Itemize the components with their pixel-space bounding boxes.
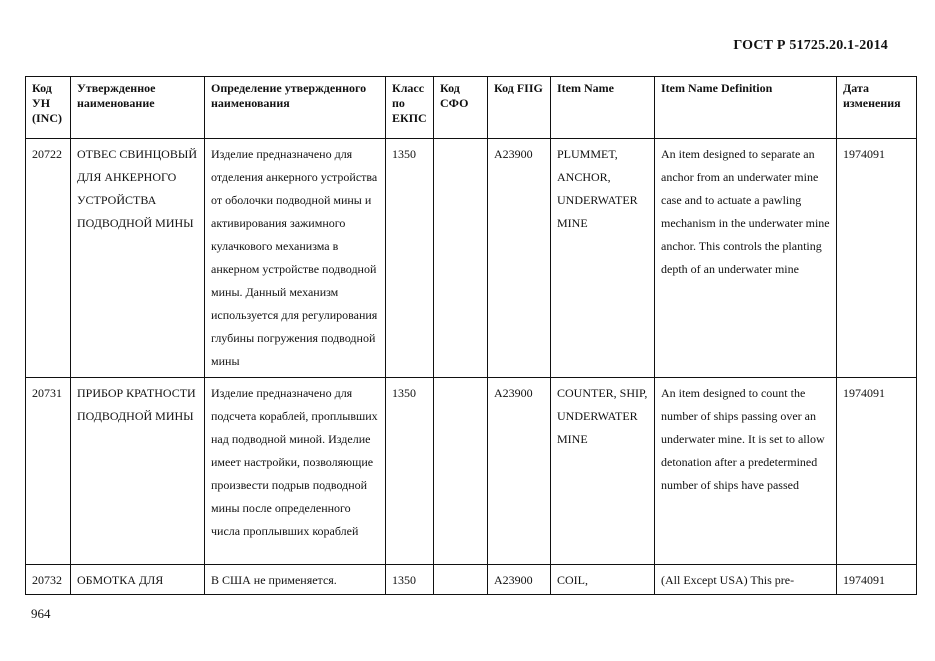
classification-table [25, 76, 917, 595]
document-header: ГОСТ Р 51725.20.1-2014 [733, 38, 888, 53]
cell-change-date: 1974091 [837, 377, 917, 564]
cell-item-name: PLUMMET, ANCHOR, UNDERWATER MINE [551, 139, 655, 378]
cell-approved-name: ОТВЕС СВИНЦОВЫЙ ДЛЯ АНКЕРНОГО УСТРОЙСТВА ПОДВОДНОЙ МИНЫ [71, 139, 205, 378]
cell-inc: 20722 [26, 139, 71, 378]
col-header-fiig: Код FIIG [488, 77, 551, 139]
cell-item-name: COUNTER, SHIP, UNDERWATER MINE [551, 377, 655, 564]
cell-fiig: A23900 [488, 377, 551, 564]
table-row [26, 564, 917, 594]
cell-definition: Изделие предназначено для подсчета кораблей, проплывших над подводной миной. Изделие имеет настройки, позволяющие произвести подрыв подводной мины после определенного числа проплывших кораблей [205, 377, 386, 564]
col-header-approved-name: Утвержденное наименование [71, 77, 205, 139]
cell-definition: В США не применяется. [205, 564, 386, 594]
cell-sfo [434, 139, 488, 378]
cell-class: 1350 [386, 564, 434, 594]
cell-definition: Изделие предназначено для отделения анкерного устройства от оболочки подводной мины и активирования зажимного кулачкового механизма в анкерном устройстве подводной мины. Данный механизм используется для регулирования глубины погружения подводной мины [205, 139, 386, 378]
cell-fiig: A23900 [488, 139, 551, 378]
col-header-item-definition: Item Name Definition [655, 77, 837, 139]
table-row [26, 139, 917, 378]
page-number: 964 [31, 606, 51, 621]
cell-fiig: A23900 [488, 564, 551, 594]
cell-class: 1350 [386, 139, 434, 378]
cell-change-date: 1974091 [837, 564, 917, 594]
cell-sfo [434, 564, 488, 594]
cell-sfo [434, 377, 488, 564]
cell-approved-name: ПРИБОР КРАТНОСТИ ПОДВОДНОЙ МИНЫ [71, 377, 205, 564]
cell-inc: 20731 [26, 377, 71, 564]
cell-inc: 20732 [26, 564, 71, 594]
cell-class: 1350 [386, 377, 434, 564]
col-header-class: Класс по ЕКПС [386, 77, 434, 139]
table-row [26, 377, 917, 564]
cell-item-definition: An item designed to separate an anchor from an underwater mine case and to actuate a pawling mechanism in the underwater mine anchor. This controls the planting depth of an underwater mine [655, 139, 837, 378]
col-header-inc: Код УН (INC) [26, 77, 71, 139]
header-row [26, 77, 917, 139]
col-header-definition: Определение утвержденного наименования [205, 77, 386, 139]
col-header-sfo: Код СФО [434, 77, 488, 139]
cell-item-name: COIL, [551, 564, 655, 594]
col-header-change-date: Дата изменения [837, 77, 917, 139]
cell-change-date: 1974091 [837, 139, 917, 378]
cell-approved-name: ОБМОТКА ДЛЯ [71, 564, 205, 594]
cell-item-definition: An item designed to count the number of ships passing over an underwater mine. It is set to allow detonation after a predetermined number of ships have passed [655, 377, 837, 564]
col-header-item-name: Item Name [551, 77, 655, 139]
cell-item-definition: (All Except USA) This pre- [655, 564, 837, 594]
